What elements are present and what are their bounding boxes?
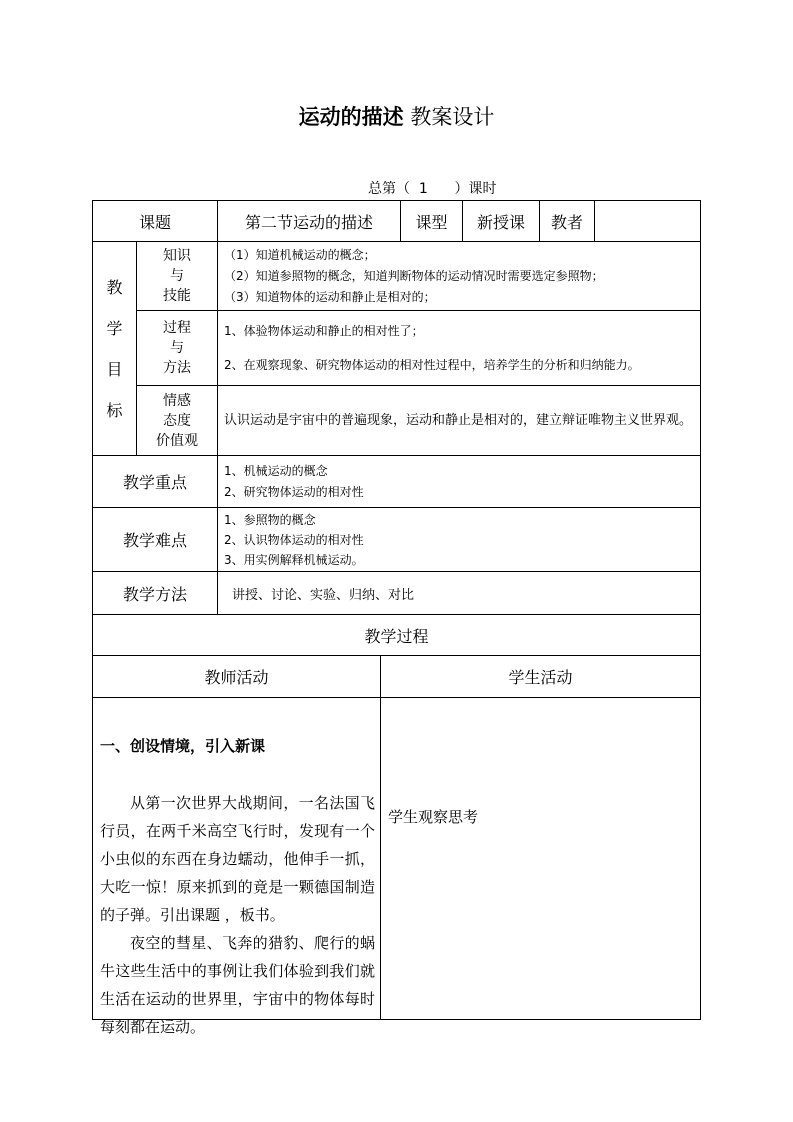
objectives-char: 目 bbox=[106, 359, 123, 379]
title-main: 运动的描述 bbox=[298, 105, 404, 129]
process-label bbox=[137, 311, 217, 385]
type-value: 新授课 bbox=[476, 212, 525, 232]
process-item: 2、在观察现象、研究物体运动的相对性过程中，培养学生的分析和归纳能力。 bbox=[224, 358, 640, 372]
difficulty-item: 1、参照物的概念 bbox=[224, 512, 316, 527]
objectives-group-label bbox=[93, 242, 136, 455]
type-label: 课型 bbox=[415, 212, 448, 232]
difficulties-content bbox=[224, 508, 698, 571]
process-content bbox=[224, 311, 698, 385]
difficulty-item: 2、认识物体运动的相对性 bbox=[224, 532, 364, 547]
teacher-label: 教者 bbox=[550, 212, 583, 232]
process-label-line: 与 bbox=[170, 340, 184, 356]
teacher-paragraph: 夜空的彗星、飞奔的猎豹、爬行的蜗牛这些生活中的事例让我们体验到我们就生活在运动的世界里，宇宙中的物体每时每刻都在运动。 bbox=[100, 934, 375, 1036]
knowledge-label-line: 技能 bbox=[163, 288, 191, 304]
emotion-content: 认识运动是宇宙中的普遍现象，运动和静止是相对的，建立辩证唯物主义世界观。 bbox=[224, 412, 693, 428]
key-points-content bbox=[224, 456, 698, 507]
methods-content: 讲授、讨论、实验、归纳、对比 bbox=[232, 587, 415, 603]
process-label-line: 方法 bbox=[163, 360, 191, 376]
knowledge-label-line: 知识 bbox=[163, 248, 191, 264]
lesson-number-line bbox=[368, 180, 497, 198]
key-point-item: 1、机械运动的概念 bbox=[224, 463, 328, 478]
emotion-label-line: 情感 bbox=[163, 392, 191, 409]
knowledge-content bbox=[224, 242, 698, 310]
knowledge-item: （2）知道参照物的概念，知道判断物体的运动情况时需要选定参照物； bbox=[224, 268, 604, 283]
document-title bbox=[0, 103, 793, 131]
table-border-right bbox=[700, 200, 701, 1020]
col-divider bbox=[380, 655, 381, 1019]
knowledge-item: （3）知道物体的运动和静止是相对的； bbox=[224, 289, 436, 304]
emotion-label bbox=[137, 386, 217, 455]
objectives-char: 标 bbox=[106, 400, 123, 420]
lesson-number: 1 bbox=[418, 181, 428, 197]
difficulties-label: 教学难点 bbox=[122, 531, 187, 550]
teacher-activity-header: 教师活动 bbox=[204, 668, 269, 687]
emotion-label-line: 态度 bbox=[163, 412, 191, 429]
knowledge-label bbox=[137, 242, 217, 310]
key-point-item: 2、研究物体运动的相对性 bbox=[224, 484, 364, 499]
student-activity-text: 学生观察思考 bbox=[388, 808, 479, 826]
emotion-label-line: 价值观 bbox=[156, 432, 198, 449]
teacher-activity-body bbox=[100, 789, 375, 1041]
knowledge-label-line: 与 bbox=[170, 268, 184, 284]
col-divider bbox=[217, 200, 218, 614]
title-sub: 教案设计 bbox=[410, 105, 495, 129]
key-points-label: 教学重点 bbox=[122, 473, 187, 492]
process-label-line: 过程 bbox=[163, 320, 191, 336]
difficulty-item: 3、用实例解释机械运动。 bbox=[224, 552, 364, 567]
teacher-value bbox=[595, 201, 700, 241]
knowledge-item: （1）知道机械运动的概念； bbox=[224, 247, 376, 262]
row-divider bbox=[92, 697, 701, 698]
objectives-char: 学 bbox=[106, 318, 123, 338]
process-item: 1、体验物体运动和静止的相对性了； bbox=[224, 324, 424, 338]
activity-heading: 一、创设情境，引入新课 bbox=[100, 737, 266, 755]
process-section-title: 教学过程 bbox=[364, 626, 429, 646]
topic-value: 第二节运动的描述 bbox=[244, 212, 373, 232]
lesson-prefix: 总第（ bbox=[368, 181, 410, 197]
teacher-paragraph: 从第一次世界大战期间，一名法国飞行员，在两千米高空飞行时，发现有一个小虫似的东西在身边蠕动，他伸手一抓，大吃一惊！原来抓到的竟是一颗德国制造的子弹。引出课题 ，板书。 bbox=[100, 794, 375, 924]
objectives-char: 教 bbox=[106, 277, 123, 297]
student-activity-header: 学生活动 bbox=[508, 668, 573, 687]
methods-label: 教学方法 bbox=[122, 584, 187, 604]
topic-label: 课题 bbox=[138, 212, 171, 232]
lesson-suffix: ）课时 bbox=[454, 181, 497, 197]
